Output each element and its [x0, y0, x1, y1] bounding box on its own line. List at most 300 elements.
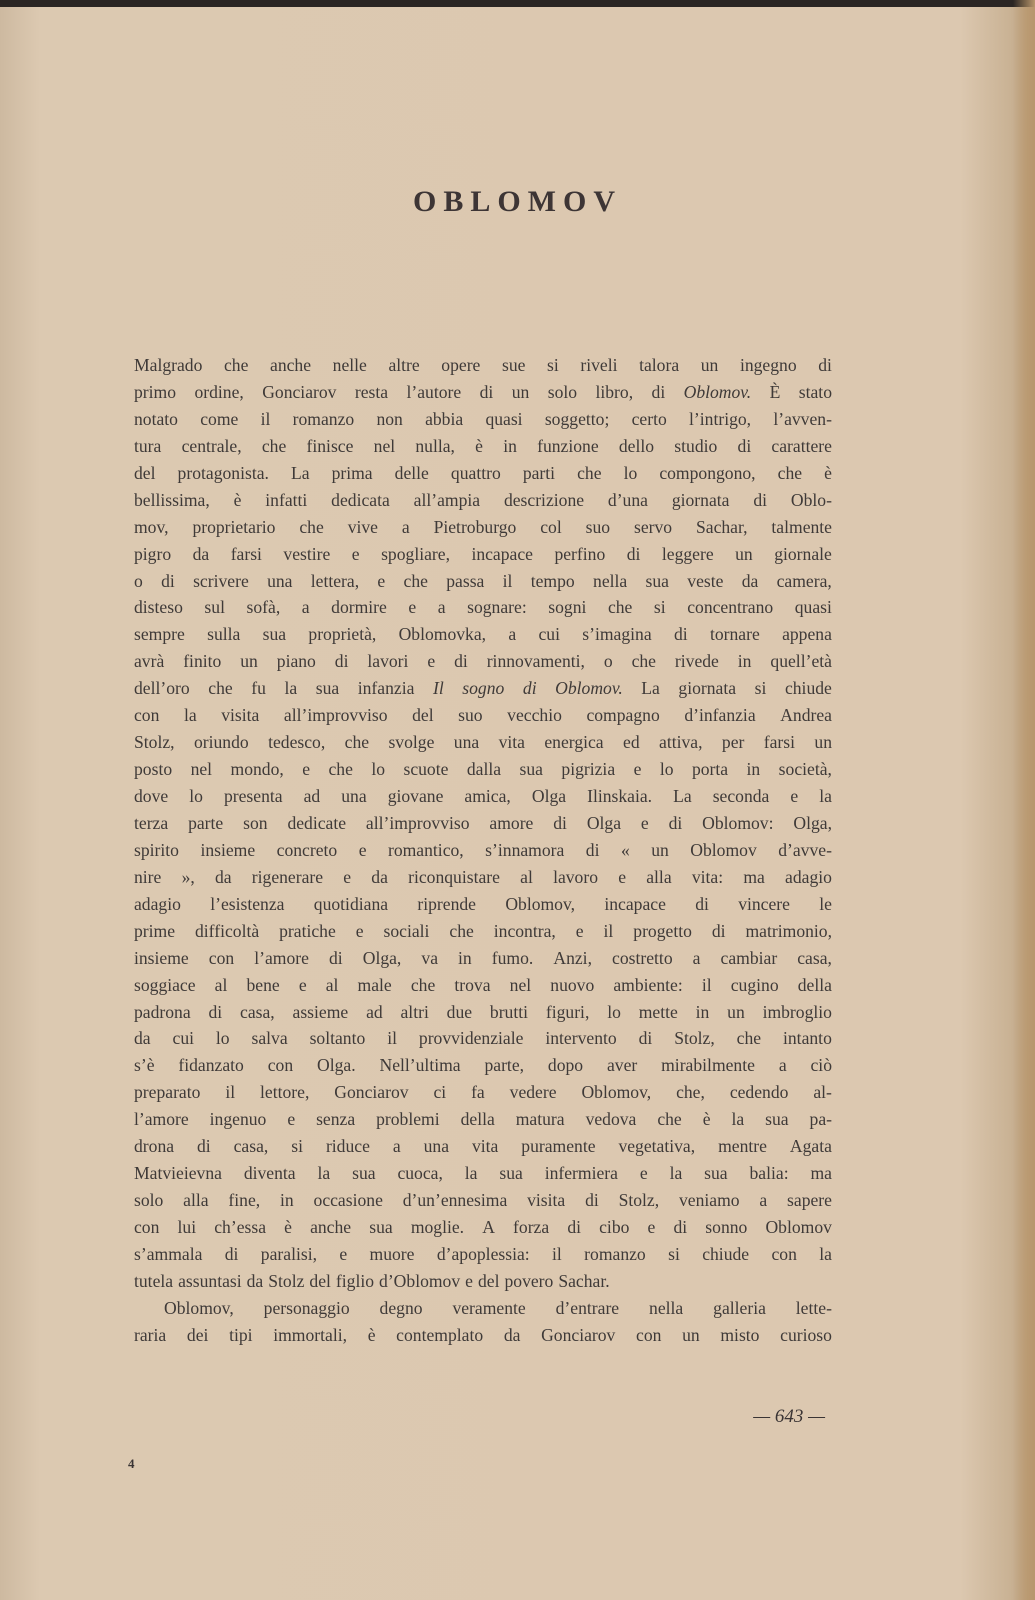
- word: all’ampia: [413, 489, 481, 510]
- word: e: [339, 1243, 348, 1264]
- word: sua: [315, 678, 340, 699]
- word: male: [357, 974, 392, 995]
- word: fu: [251, 678, 266, 699]
- text-line: [134, 1160, 832, 1187]
- word: in: [280, 1190, 294, 1211]
- word: oriundo: [193, 732, 249, 753]
- word: è: [824, 462, 832, 483]
- word: casa,: [797, 947, 832, 968]
- word: vegetativa,: [618, 1136, 696, 1157]
- word: lui: [177, 1217, 197, 1237]
- word: solo: [547, 381, 578, 402]
- word: va: [421, 947, 438, 968]
- word: occasione: [313, 1190, 383, 1211]
- word: insieme: [134, 947, 189, 968]
- word: son: [243, 812, 268, 833]
- word: e: [640, 812, 649, 833]
- word: dedicate: [287, 812, 347, 833]
- word: d’apoplessia:: [436, 1243, 530, 1264]
- word: Stolz: [268, 1270, 305, 1291]
- word: una: [453, 732, 480, 753]
- word: difficoltà: [195, 920, 260, 941]
- word: talora: [639, 355, 680, 375]
- word: prima: [331, 462, 373, 483]
- word: pa-: [809, 1109, 832, 1130]
- word: proprietà,: [308, 624, 377, 645]
- word: Stolz,: [618, 1190, 660, 1211]
- word: che: [208, 678, 233, 699]
- word: di: [673, 624, 688, 645]
- word: il: [387, 1028, 397, 1049]
- word: di: [695, 893, 709, 914]
- word: che: [299, 516, 324, 537]
- word: che: [657, 1109, 682, 1130]
- word: di: [818, 355, 832, 375]
- word: e: [427, 651, 436, 672]
- word: Stolz,: [134, 732, 175, 753]
- word: cibo: [599, 1217, 630, 1237]
- word: quotidiana: [313, 893, 389, 914]
- word: di: [479, 381, 494, 402]
- word: aver: [606, 1055, 638, 1076]
- word: da: [371, 866, 388, 887]
- word: dormire: [331, 597, 387, 618]
- word: vecchio: [507, 705, 562, 726]
- word: lo: [371, 759, 386, 780]
- text-line: [134, 433, 832, 460]
- word: e: [355, 920, 364, 941]
- word: in: [458, 947, 472, 968]
- word: e: [618, 866, 627, 887]
- word: sua: [704, 1163, 728, 1184]
- word: una: [423, 1136, 449, 1157]
- word: l’avven-: [773, 408, 832, 429]
- word: romanzo: [584, 1243, 646, 1264]
- word: Olga: [586, 812, 622, 833]
- word: sociali: [383, 920, 430, 941]
- word: al: [214, 974, 228, 995]
- text-line: [134, 514, 832, 541]
- word: amica,: [464, 786, 511, 806]
- word: proprietario: [192, 516, 276, 537]
- word: veste: [687, 570, 724, 591]
- word: la: [731, 1109, 745, 1130]
- word: e: [351, 543, 360, 564]
- word: veramente: [452, 1297, 526, 1318]
- word: contemplato: [396, 1324, 484, 1345]
- word: e: [343, 866, 352, 887]
- text-line: [134, 1106, 832, 1133]
- word: di: [651, 381, 666, 402]
- word: e: [302, 759, 311, 780]
- text-line: [134, 1241, 832, 1268]
- word: solo: [134, 1190, 164, 1211]
- word: sua: [262, 624, 287, 645]
- word: cedendo: [729, 1082, 789, 1103]
- word: giornata: [678, 678, 737, 699]
- word: sofà,: [246, 597, 281, 618]
- word: mondo,: [230, 759, 284, 780]
- word: con: [267, 1055, 294, 1076]
- word: e: [298, 974, 307, 995]
- text-line: [134, 756, 832, 783]
- word: farsi: [230, 543, 262, 564]
- word: di: [454, 651, 468, 672]
- word: Oblomov:: [702, 812, 774, 833]
- word: alla: [646, 866, 672, 887]
- word: vive: [347, 516, 378, 537]
- word: da: [246, 1270, 264, 1291]
- word: è: [284, 1217, 292, 1237]
- word: di: [668, 812, 683, 833]
- word: infatti: [265, 489, 308, 510]
- word: abbia: [425, 408, 464, 429]
- word: Oblomov: [690, 839, 757, 860]
- word: della: [797, 974, 832, 995]
- word: riprende: [417, 893, 476, 914]
- word: quasi: [794, 597, 832, 618]
- word: La: [673, 786, 692, 806]
- word: figuri,: [545, 1001, 590, 1022]
- word: s’imagina: [582, 624, 652, 645]
- word: di: [329, 947, 343, 968]
- word: da: [192, 543, 210, 564]
- word: anche: [270, 355, 312, 375]
- word: vita: [471, 1136, 499, 1157]
- word: nel: [190, 759, 213, 780]
- text-line: [134, 352, 832, 379]
- word: energica: [544, 732, 604, 753]
- word: senza: [316, 1109, 356, 1130]
- word: in: [503, 435, 517, 456]
- word: sua: [765, 1109, 789, 1130]
- word: appena: [782, 624, 832, 645]
- text-line: [134, 1322, 832, 1349]
- page-edge-shadow: [1013, 0, 1035, 1600]
- word: del: [309, 1270, 331, 1291]
- word: pigrizia: [561, 759, 616, 780]
- word: incapace: [471, 543, 533, 564]
- word: dopo: [547, 1055, 584, 1076]
- word: ordine,: [194, 381, 244, 402]
- word: che: [403, 570, 428, 591]
- word: Oblo-: [790, 489, 832, 510]
- word: di: [638, 1028, 653, 1049]
- text-line: [134, 621, 832, 648]
- word: da: [741, 570, 759, 591]
- word: un: [814, 732, 832, 753]
- word: casa,: [240, 1001, 275, 1022]
- word: curioso: [780, 1324, 832, 1345]
- word: si: [668, 1243, 680, 1264]
- word: lavori: [367, 651, 409, 672]
- word: spirito: [134, 839, 179, 860]
- word: lo: [607, 1001, 621, 1022]
- word: sua: [645, 570, 669, 591]
- word: società,: [778, 759, 832, 780]
- word: in: [695, 1001, 710, 1022]
- word: sul: [204, 597, 225, 618]
- word: s’ammala: [134, 1243, 203, 1264]
- word: talmente: [771, 516, 832, 537]
- word: ch’essa: [214, 1217, 267, 1237]
- word: ad: [303, 786, 321, 806]
- word: con: [134, 705, 160, 726]
- word: un: [700, 355, 719, 375]
- word: porta: [691, 759, 729, 780]
- word: dedicata: [331, 489, 390, 510]
- word: che: [449, 920, 474, 941]
- word: di: [224, 1243, 239, 1264]
- word: la: [819, 1243, 832, 1264]
- word: sogno: [462, 678, 505, 699]
- word: visita: [527, 1190, 566, 1211]
- word: Olga: [531, 786, 567, 806]
- word: quasi: [485, 408, 523, 429]
- word: personaggio: [263, 1297, 350, 1318]
- word: tedesco,: [268, 732, 326, 753]
- word: cuoca,: [397, 1163, 443, 1184]
- word: Oblomov,: [505, 893, 576, 914]
- word: Gonciarov: [262, 381, 337, 402]
- word: di: [673, 1217, 688, 1237]
- word: che: [328, 759, 353, 780]
- word: non: [376, 408, 403, 429]
- word: padrona: [134, 1001, 191, 1022]
- word: la: [819, 786, 832, 806]
- word: cui: [538, 624, 560, 645]
- word: della: [460, 1109, 495, 1130]
- word: si: [754, 678, 767, 699]
- word: misto: [720, 1324, 760, 1345]
- word: alla: [183, 1190, 209, 1211]
- text-line: [134, 1025, 832, 1052]
- text-line: [134, 945, 832, 972]
- word: infermiera: [544, 1163, 618, 1184]
- word: mov,: [134, 516, 169, 537]
- word: è: [233, 489, 242, 510]
- word: la: [464, 1163, 478, 1184]
- page-number: — 643 —: [753, 1406, 825, 1427]
- word: rigenerare: [251, 866, 324, 887]
- word: vedova: [585, 1109, 637, 1130]
- word: A: [482, 1217, 495, 1237]
- word: stato: [798, 381, 832, 402]
- scan-top-border: [0, 0, 1035, 7]
- word: giornale: [774, 543, 832, 564]
- word: adagio: [785, 866, 832, 887]
- word: matura: [515, 1109, 565, 1130]
- word: che: [410, 974, 436, 995]
- word: leggere: [661, 543, 714, 564]
- word: adagio: [134, 893, 181, 914]
- word: o: [134, 570, 143, 591]
- text-line: [134, 379, 832, 406]
- word: e: [647, 1217, 656, 1237]
- word: le: [819, 893, 832, 914]
- word: la: [669, 1163, 683, 1184]
- word: svolge: [388, 732, 435, 753]
- word: studio: [674, 435, 718, 456]
- text-line: [134, 594, 832, 621]
- text-line: [134, 1079, 832, 1106]
- word: lettera,: [310, 570, 360, 591]
- word: Gonciarov: [541, 1324, 616, 1345]
- word: romanzo: [292, 408, 355, 429]
- word: è: [367, 1324, 376, 1345]
- chapter-title: OBLOMOV: [412, 185, 622, 218]
- word: posto: [134, 759, 173, 780]
- word: chiude: [784, 678, 832, 699]
- word: l’autore: [406, 381, 462, 402]
- word: s’è: [134, 1055, 155, 1076]
- word: vedere: [509, 1082, 557, 1103]
- word: »,: [181, 866, 195, 887]
- word: in: [737, 651, 752, 672]
- word: il: [552, 1243, 562, 1264]
- word: prime: [134, 920, 176, 941]
- text-line: [134, 999, 832, 1026]
- word: Sachar,: [695, 516, 748, 537]
- word: certo: [631, 408, 667, 429]
- text-line: [134, 729, 832, 756]
- word: e: [358, 839, 367, 860]
- text-line: [134, 918, 832, 945]
- word: parte: [188, 812, 224, 833]
- word: Sachar.: [558, 1270, 610, 1291]
- word: matrimonio,: [745, 920, 832, 941]
- word: sua: [499, 1163, 523, 1184]
- word: che,: [676, 1082, 705, 1103]
- word: si: [547, 355, 559, 375]
- word: come: [200, 408, 239, 429]
- word: casa,: [233, 1136, 269, 1157]
- word: presenta: [223, 786, 283, 806]
- word: di: [522, 678, 537, 699]
- word: dell’oro: [134, 678, 190, 699]
- word: la: [317, 1163, 331, 1184]
- word: al: [325, 974, 339, 995]
- word: del: [412, 705, 434, 726]
- word: diventa: [243, 1163, 296, 1184]
- word: al: [520, 866, 533, 887]
- word: con: [771, 1243, 797, 1264]
- word: figlio: [335, 1270, 375, 1291]
- word: Olga,: [793, 812, 832, 833]
- word: sua: [519, 759, 543, 780]
- word: riveli: [580, 355, 618, 375]
- word: d’avve-: [778, 839, 832, 860]
- word: mentre: [718, 1136, 767, 1157]
- word: per: [721, 732, 745, 753]
- word: costretto: [612, 947, 673, 968]
- text-line: [134, 702, 832, 729]
- word: povero: [504, 1270, 554, 1291]
- word: dove: [134, 786, 169, 806]
- word: quattro: [450, 462, 501, 483]
- word: pratiche: [279, 920, 336, 941]
- word: suo: [458, 705, 483, 726]
- word: riconquistare: [408, 866, 500, 887]
- text-line: [134, 406, 832, 433]
- word: una: [341, 786, 367, 806]
- word: finito: [183, 651, 222, 672]
- word: farsi: [763, 732, 796, 753]
- word: il: [502, 570, 513, 591]
- word: «: [620, 839, 630, 860]
- word: compongono,: [659, 462, 756, 483]
- word: incontra,: [493, 920, 556, 941]
- word: Matvieievna: [134, 1163, 222, 1184]
- word: Pietroburgo: [433, 516, 517, 537]
- word: Oblomov.: [555, 678, 623, 699]
- text-line: [134, 1187, 832, 1214]
- word: descrizione: [503, 489, 585, 510]
- word: passa: [446, 570, 485, 591]
- word: altre: [388, 355, 420, 375]
- word: intanto: [783, 1028, 832, 1049]
- word: attiva,: [659, 732, 703, 753]
- word: mirabilmente: [661, 1055, 755, 1076]
- word: chiude: [702, 1243, 750, 1264]
- word: d’una: [607, 489, 648, 510]
- word: tutela: [134, 1270, 174, 1291]
- word: soltanto: [309, 1028, 366, 1049]
- word: fidanzato: [178, 1055, 244, 1076]
- word: salva: [251, 1028, 288, 1049]
- word: l’amore: [254, 947, 309, 968]
- word: pigro: [134, 543, 172, 564]
- word: ma: [743, 866, 765, 887]
- text-line: [134, 541, 832, 568]
- word: suo: [585, 516, 611, 537]
- word: che: [224, 355, 249, 375]
- word: Olga,: [362, 947, 402, 968]
- word: lo: [659, 759, 674, 780]
- word: Oblomovka,: [398, 624, 487, 645]
- word: di: [585, 839, 600, 860]
- text-line: [134, 864, 832, 891]
- word: Agata: [789, 1136, 832, 1157]
- word: e: [633, 759, 642, 780]
- word: anche: [310, 1217, 352, 1237]
- word: il: [225, 1082, 236, 1103]
- text-line: [134, 1052, 832, 1079]
- word: ed: [623, 732, 640, 753]
- word: fa: [471, 1082, 485, 1103]
- word: di: [737, 435, 752, 456]
- word: brutti: [489, 1001, 529, 1022]
- text-line: [134, 1214, 832, 1241]
- word: immortali,: [273, 1324, 348, 1345]
- word: a: [759, 1190, 768, 1211]
- word: due: [446, 1001, 473, 1022]
- word: cugino: [730, 974, 779, 995]
- word: soggetto;: [544, 408, 610, 429]
- text-line: [134, 783, 832, 810]
- word: che: [631, 651, 656, 672]
- word: servo: [633, 516, 673, 537]
- word: a: [778, 1055, 787, 1076]
- word: tempo: [530, 570, 575, 591]
- word: rinnovamenti,: [486, 651, 585, 672]
- word: tipi: [229, 1324, 253, 1345]
- word: lo: [215, 1028, 230, 1049]
- word: Andrea: [780, 705, 832, 726]
- word: libro,: [595, 381, 634, 402]
- word: un: [682, 1324, 700, 1345]
- word: tornare: [709, 624, 760, 645]
